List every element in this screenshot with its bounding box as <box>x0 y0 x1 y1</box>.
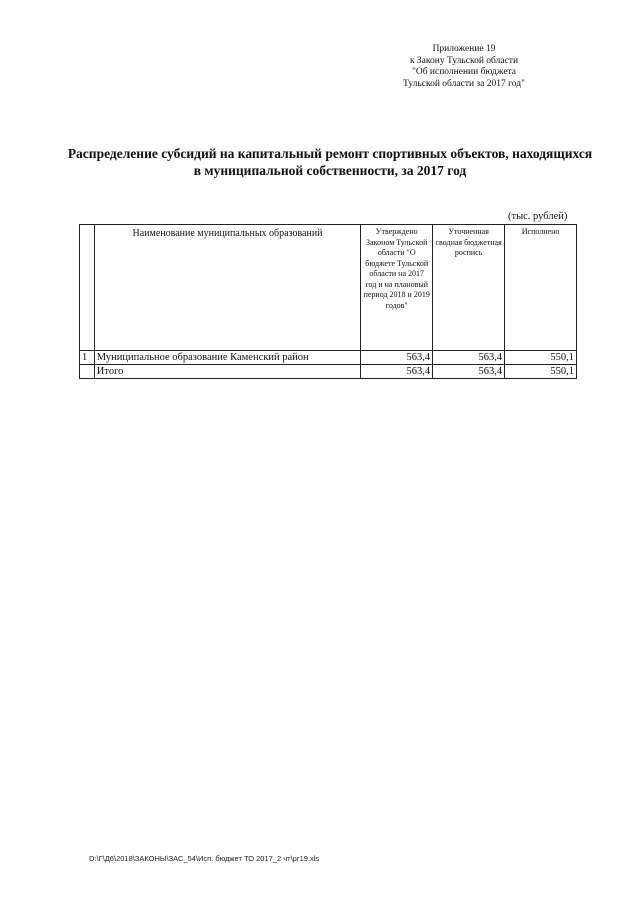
total-label: Итого <box>94 365 360 379</box>
total-revised-value: 563,4 <box>433 365 505 379</box>
document-title-line-1: Распределение субсидий на капитальный ремонт спортивных объектов, находящихся <box>67 146 593 161</box>
document-title-line-2: в муниципальной собственности, за 2017 год <box>193 163 467 178</box>
row-revised-value: 563,4 <box>433 351 505 365</box>
header-revised: Уточненная сводная бюджетная роспись <box>433 225 505 351</box>
file-path-footer: D:\Г\Д6\2018\ЗАКОНЫ\ЗАС_54\Исп. бюджет ТО 2017_2 чт\рг19.xls <box>89 854 320 863</box>
appendix-line-1: Приложение 19 <box>432 44 496 54</box>
header-number <box>80 225 95 351</box>
total-approved-value: 563,4 <box>361 365 433 379</box>
row-number: 1 <box>80 351 95 365</box>
table-row <box>80 351 577 365</box>
appendix-line-3: "Об исполнении бюджета <box>411 67 517 77</box>
units-label: (тыс. рублей) <box>508 211 568 222</box>
appendix-line-2: к Закону Тульской области <box>409 55 519 66</box>
document-title <box>40 145 620 179</box>
total-executed-value: 550,1 <box>505 365 577 379</box>
row-municipality-name: Муниципальное образование Каменский район <box>94 351 360 365</box>
appendix-block <box>344 44 544 90</box>
total-number <box>80 365 95 379</box>
subsidies-table <box>79 224 577 379</box>
appendix-line-4: Тульской области за 2017 год" <box>403 78 525 89</box>
row-approved-value: 563,4 <box>361 351 433 365</box>
row-executed-value: 550,1 <box>505 351 577 365</box>
header-executed: Исполнено <box>505 225 577 351</box>
header-approved: Утверждено Законом Тульской области "О бюджете Тульской области на 2017 год и на плановый период 2018 и 2019 годов" <box>361 225 433 351</box>
header-municipality-name: Наименование муниципальных образований <box>94 225 360 351</box>
table-header-row <box>80 225 577 351</box>
table-total-row <box>80 365 577 379</box>
